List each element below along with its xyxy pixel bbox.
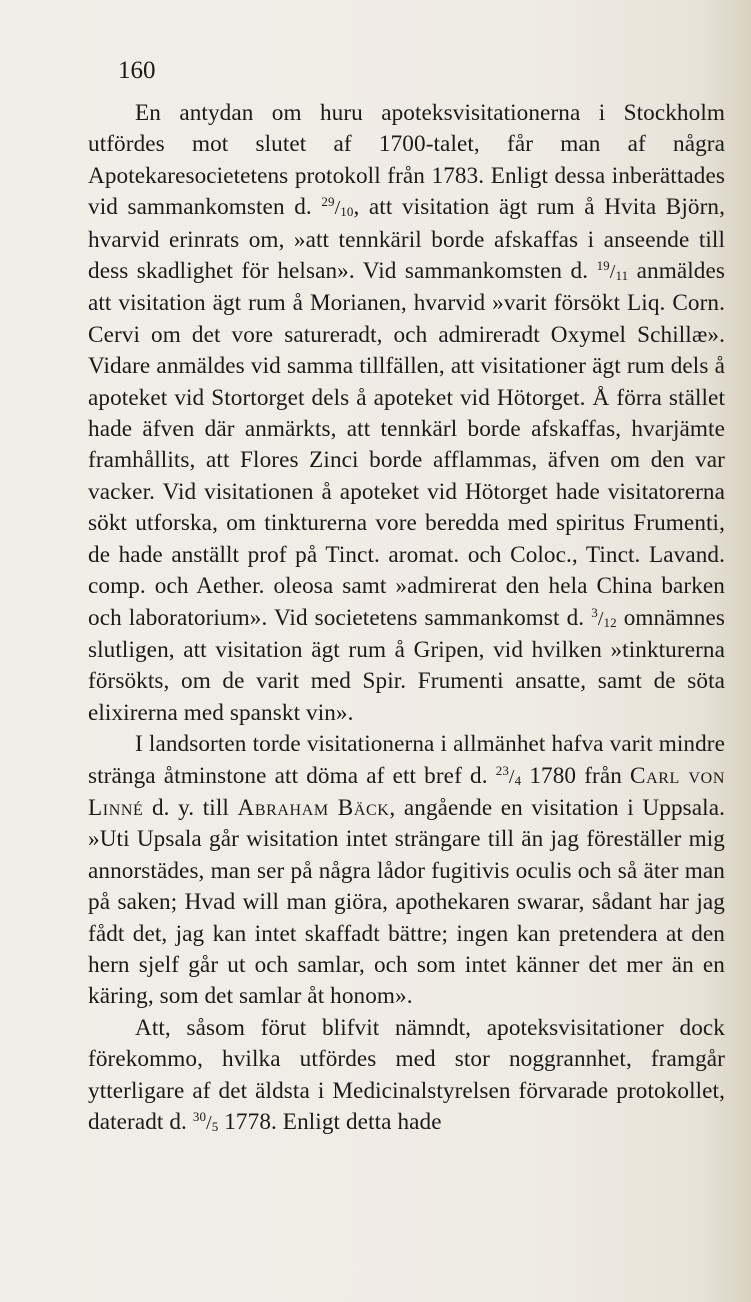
text-run: , angående en visitation i Uppsala. »Uti Upsala går wisitation intet strängare till än jag föreställer mig annorstädes, man ser på några lådor fugitivis oculis och så äter man på saken; Hvad will man giöra, apothekaren swarar, sådant har jag fådt det, jag kan intet skaffadt bättre; ingen kan pretendera at den hern sjelf går ut och samlar, och som intet känner det mer än en käring, som det samlar åt honom».	[88, 794, 725, 1010]
text-run: , att visitation ägt rum å Hvita Björn, hvarvid erinrats om, »att tennkäril borde afskaffas i anseende till dess skadlighet för helsan». Vid sammankomsten d.	[88, 194, 726, 285]
fraction-slash: /	[508, 765, 515, 788]
fraction-slash: /	[609, 261, 616, 284]
text-run: I landsorten torde visitationerna i allmänhet hafva varit mindre stränga åtminstone att döma af ett bref d.	[88, 731, 725, 789]
text-run: En antydan om huru apoteksvisitationerna i Stockholm utfördes mot slutet af 1700-talet, får man af några Apotekaresocietetens protokoll från 1783. Enligt dessa inberättades vid sammankomsten d.	[88, 100, 725, 221]
fraction-numerator: 3	[591, 604, 598, 620]
fraction-slash: /	[334, 197, 341, 220]
text-run: 1780 från	[521, 762, 631, 789]
fraction-denominator: 11	[615, 268, 629, 284]
person-name: Abraham Bäck	[237, 794, 390, 821]
fraction-denominator: 4	[514, 772, 522, 788]
paragraph-1	[88, 98, 725, 729]
fraction-numerator: 30	[192, 1109, 207, 1124]
fraction-denominator: 12	[603, 614, 617, 630]
page-number: 160	[118, 57, 156, 84]
text-run: 1778. Enligt detta hade	[218, 1109, 442, 1135]
person-name: Carl von Linné	[88, 762, 725, 821]
fraction-denominator: 5	[211, 1119, 219, 1134]
body-text	[88, 98, 725, 1139]
fraction-slash: /	[597, 607, 604, 630]
fraction-numerator: 29	[321, 194, 335, 210]
text-run: omnämnes slutligen, att visitation ägt rum å Gripen, vid hvilken »tinkturerna försökts, om de varit med Spir. Frumenti ansatte, samt de söta elixirerna med spanskt vin».	[88, 604, 725, 726]
text-run: Att, såsom förut blifvit nämndt, apoteksvisitationer dock förekommo, hvilka utfördes med stor noggrannhet, framgår ytterligare af det äldsta i Medicinalstyrelsen förvarade protokollet, dateradt d.	[88, 1014, 725, 1135]
fraction-numerator: 19	[596, 258, 610, 274]
paragraph-3	[88, 1013, 725, 1140]
fraction-slash: /	[206, 1112, 212, 1134]
fraction-numerator: 23	[495, 762, 509, 778]
text-run: anmäldes att visitation ägt rum å Morianen, hvarvid »varit försökt Liq. Corn. Cervi om det vore satureradt, och admireradt Oxymel Schillæ». Vidare anmäldes vid samma tillfällen, att visitationer ägt rum dels å apoteket vid Stortorget dels å apoteket vid Hötorget. Å förra stället hade äfven där anmärkts, att tennkärl borde afskaffas, hvarjämte framhållits, att Flores Zinci borde afflammas, äfven om den var vacker. Vid visitationen å apoteket vid Hötorget hade visitatorerna sökt utforska, om tinkturerna vore beredda med spiritus Frumenti, de hade anställt prof på Tinct. aromat. och Coloc., Tinct. Lavand. comp. och Aether. oleosa samt »admirerat den hela China barken och laboratorium». Vid societetens sammankomst d.	[88, 258, 725, 631]
paragraph-2	[88, 729, 725, 1013]
text-run: d. y. till	[143, 794, 238, 821]
fraction-denominator: 10	[340, 204, 354, 220]
